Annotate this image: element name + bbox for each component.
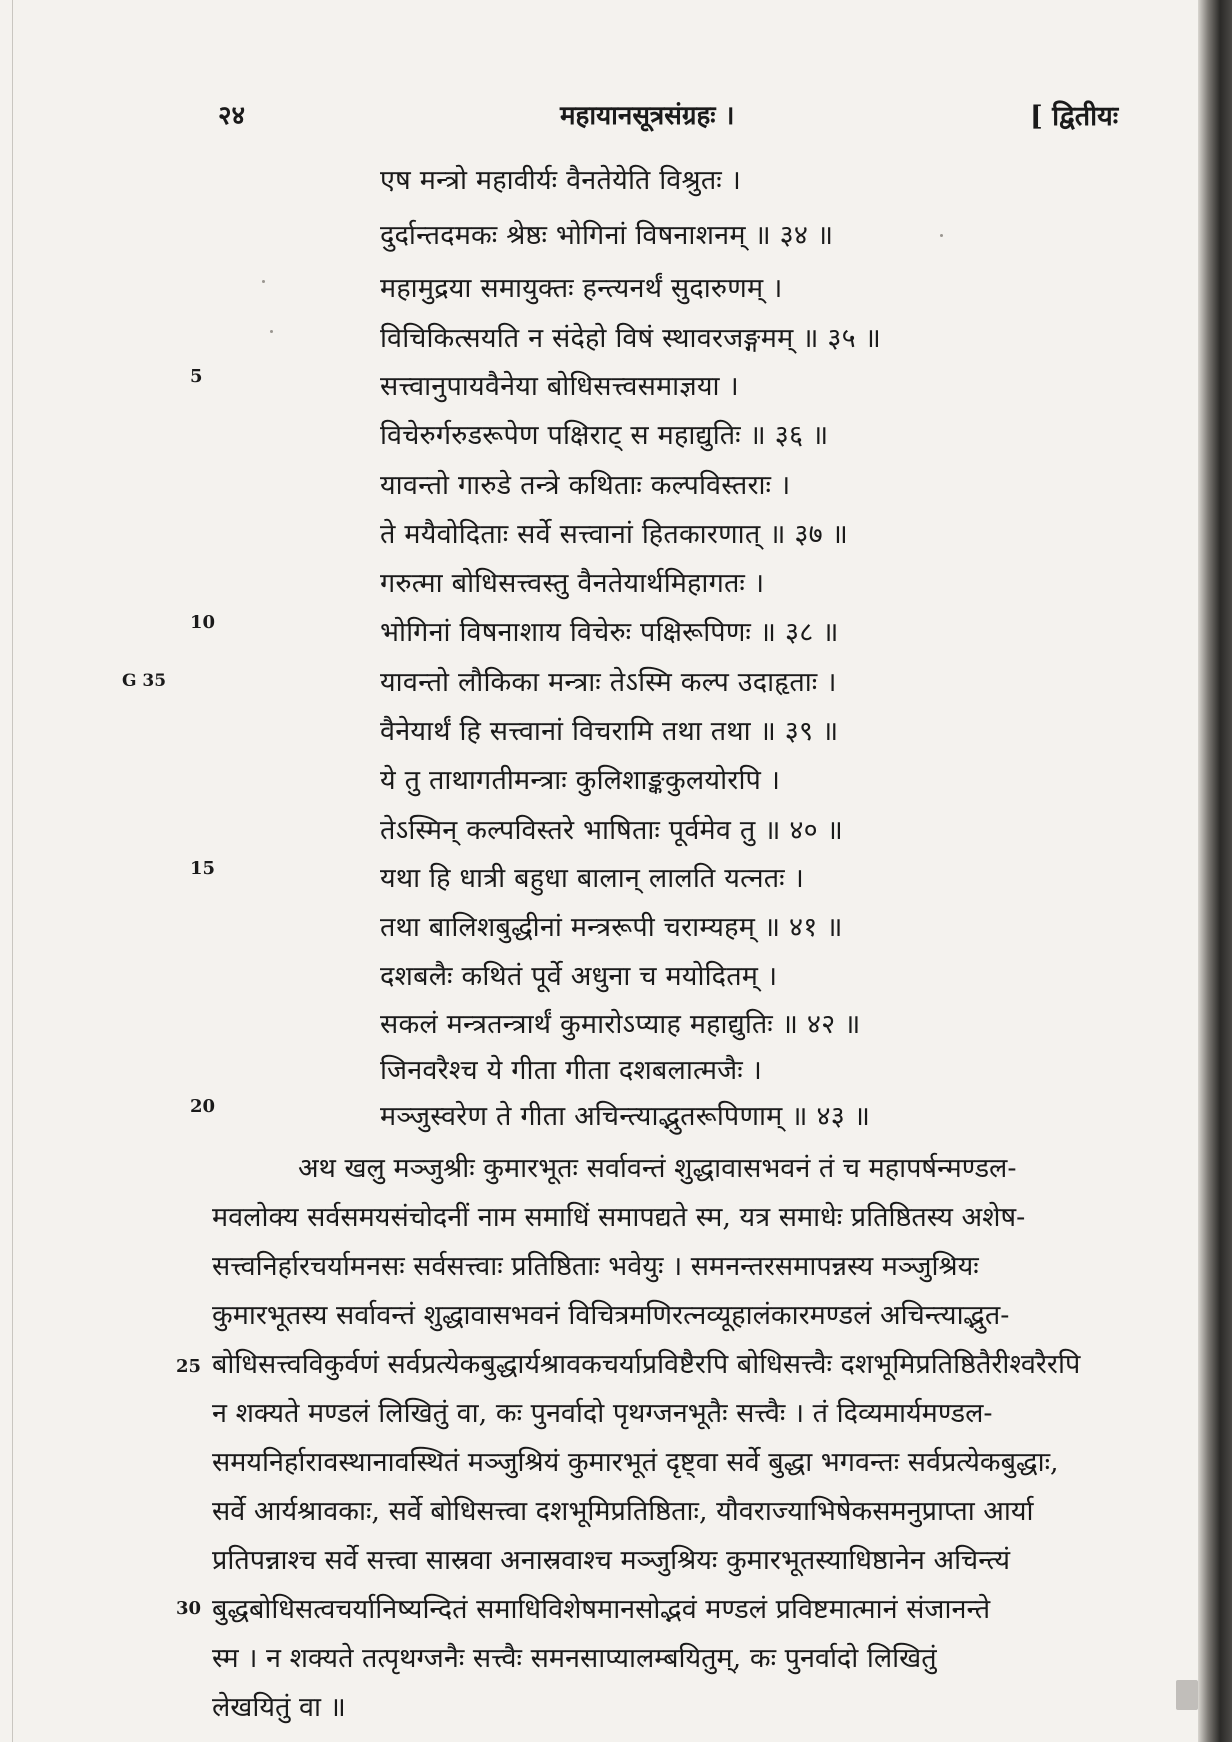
verse-line: ते मयैवोदिताः सर्वे सत्त्वानां हितकारणात् ॥ ३७ ॥	[380, 519, 848, 550]
scan-speck	[262, 280, 265, 283]
verse-line: विचिकित्सयति न संदेहो विषं स्थावरजङ्गमम् ॥ ३५ ॥	[380, 323, 881, 354]
verse-line: मञ्जुस्वरेण ते गीता अचिन्त्याद्भुतरूपिणाम् ॥ ४३ ॥	[380, 1101, 871, 1132]
page-number: २४	[218, 101, 246, 131]
verse-line: जिनवरैश्च ये गीता गीता दशबलात्मजैः ।	[380, 1055, 763, 1086]
verse-line: वैनेयार्थं हि सत्त्वानां विचरामि तथा तथा ॥ ३९ ॥	[380, 716, 839, 747]
scan-speck	[940, 234, 943, 237]
verse-line: दशबलैः कथितं पूर्वे अधुना च मयोदितम् ।	[380, 961, 778, 992]
verse-line: महामुद्रया समायुक्तः हन्त्यनर्थं सुदारुणम् ।	[380, 273, 783, 304]
prose-line: बुद्धबोधिसत्वचर्यानिष्यन्दितं समाधिविशेषमानसोद्भवं मण्डलं प्रविष्टमात्मानं संजानन्ते	[212, 1594, 991, 1625]
prose-line: अथ खलु मञ्जुश्रीः कुमारभूतः सर्वावन्तं शुद्धावासभवनं तं च महापर्षन्मण्डल-	[298, 1153, 1017, 1184]
margin-line-number: 5	[190, 366, 203, 387]
prose-line: स्म । न शक्यते तत्पृथग्जनैः सत्त्वैः समनसाप्यालम्बयितुम्, कः पुनर्वादो लिखितुं	[212, 1643, 937, 1674]
verse-line: भोगिनां विषनाशाय विचेरुः पक्षिरूपिणः ॥ ३८ ॥	[380, 617, 839, 648]
prose-line: लेखयितुं वा ॥	[212, 1692, 346, 1723]
page-header	[0, 96, 1232, 136]
verse-line: तेऽस्मिन् कल्पविस्तरे भाषिताः पूर्वमेव तु ॥ ४० ॥	[380, 815, 844, 846]
verse-line: सत्त्वानुपायवैनेया बोधिसत्त्वसमाज्ञया ।	[380, 371, 739, 402]
running-title: महायानसूत्रसंग्रहः ।	[560, 101, 735, 131]
verse-line: यावन्तो गारुडे तन्त्रे कथिताः कल्पविस्तराः ।	[380, 470, 791, 501]
scan-blemish	[1176, 1680, 1198, 1710]
verse-line: गरुत्मा बोधिसत्त्वस्तु वैनतेयार्थमिहागतः ।	[380, 568, 765, 599]
book-binding-shadow	[1198, 0, 1232, 1742]
margin-reference: G 35	[122, 671, 167, 691]
verse-line: यावन्तो लौकिका मन्त्राः तेऽस्मि कल्प उदाहृताः ।	[380, 667, 837, 698]
verse-line: ये तु ताथागतीमन्त्राः कुलिशाङ्ककुलयोरपि ।	[380, 765, 781, 796]
verse-line: सकलं मन्त्रतन्त्रार्थं कुमारोऽप्याह महाद्युतिः ॥ ४२ ॥	[380, 1009, 861, 1040]
prose-line: बोधिसत्त्वविकुर्वणं सर्वप्रत्येकबुद्धार्यश्रावकचर्याप्रविष्टैरपि बोधिसत्त्वैः दशभूमिप्रतिष्ठितैरीश्वरैरपि	[212, 1349, 1081, 1380]
section-marker: [ द्वितीयः	[1030, 101, 1119, 132]
margin-line-number: 15	[190, 858, 216, 879]
margin-line-number: 20	[190, 1096, 216, 1117]
prose-line: प्रतिपन्नाश्च सर्वे सत्त्वा सास्रवा अनास्रवाश्च मञ्जुश्रियः कुमारभूतस्याधिष्ठानेन अचिन्त्यं	[212, 1545, 1011, 1576]
scan-speck	[270, 330, 273, 333]
prose-line: सत्त्वनिर्हारचर्यामनसः सर्वसत्त्वाः प्रतिष्ठिताः भवेयुः । समनन्तरसमापन्नस्य मञ्जुश्रियः	[212, 1251, 979, 1282]
verse-line: यथा हि धात्री बहुधा बालान् लालति यत्नतः ।	[380, 863, 805, 894]
margin-line-number: 30	[176, 1598, 202, 1619]
margin-line-number: 10	[190, 612, 216, 633]
verse-line: एष मन्त्रो महावीर्यः वैनतेयेति विश्रुतः ।	[380, 165, 742, 196]
prose-line: न शक्यते मण्डलं लिखितुं वा, कः पुनर्वादो पृथग्जनभूतैः सत्त्वैः । तं दिव्यमार्यमण्डल-	[212, 1398, 993, 1429]
prose-line: समयनिर्हारावस्थानावस्थितं मञ्जुश्रियं कुमारभूतं दृष्ट्वा सर्वे बुद्धा भगवन्तः सर्वप्रत्येकबुद्धाः,	[212, 1447, 1059, 1478]
verse-line: विचेरुर्गरुडरूपेण पक्षिराट् स महाद्युतिः ॥ ३६ ॥	[380, 420, 829, 451]
prose-line: मवलोक्य सर्वसमयसंचोदनीं नाम समाधिं समापद्यते स्म, यत्र समाधेः प्रतिष्ठितस्य अशेष-	[212, 1202, 1026, 1233]
prose-line: कुमारभूतस्य सर्वावन्तं शुद्धावासभवनं विचित्रमणिरत्नव्यूहालंकारमण्डलं अचिन्त्याद्भुत-	[212, 1300, 1010, 1331]
page-edge-line	[12, 0, 13, 1742]
prose-line: सर्वे आर्यश्रावकाः, सर्वे बोधिसत्त्वा दशभूमिप्रतिष्ठिताः, यौवराज्याभिषेकसमनुप्राप्ता आर्या	[212, 1496, 1034, 1527]
verse-line: दुर्दान्तदमकः श्रेष्ठः भोगिनां विषनाशनम् ॥ ३४ ॥	[380, 220, 834, 251]
margin-line-number: 25	[176, 1356, 202, 1377]
verse-line: तथा बालिशबुद्धीनां मन्त्ररूपी चराम्यहम् ॥ ४१ ॥	[380, 912, 843, 943]
